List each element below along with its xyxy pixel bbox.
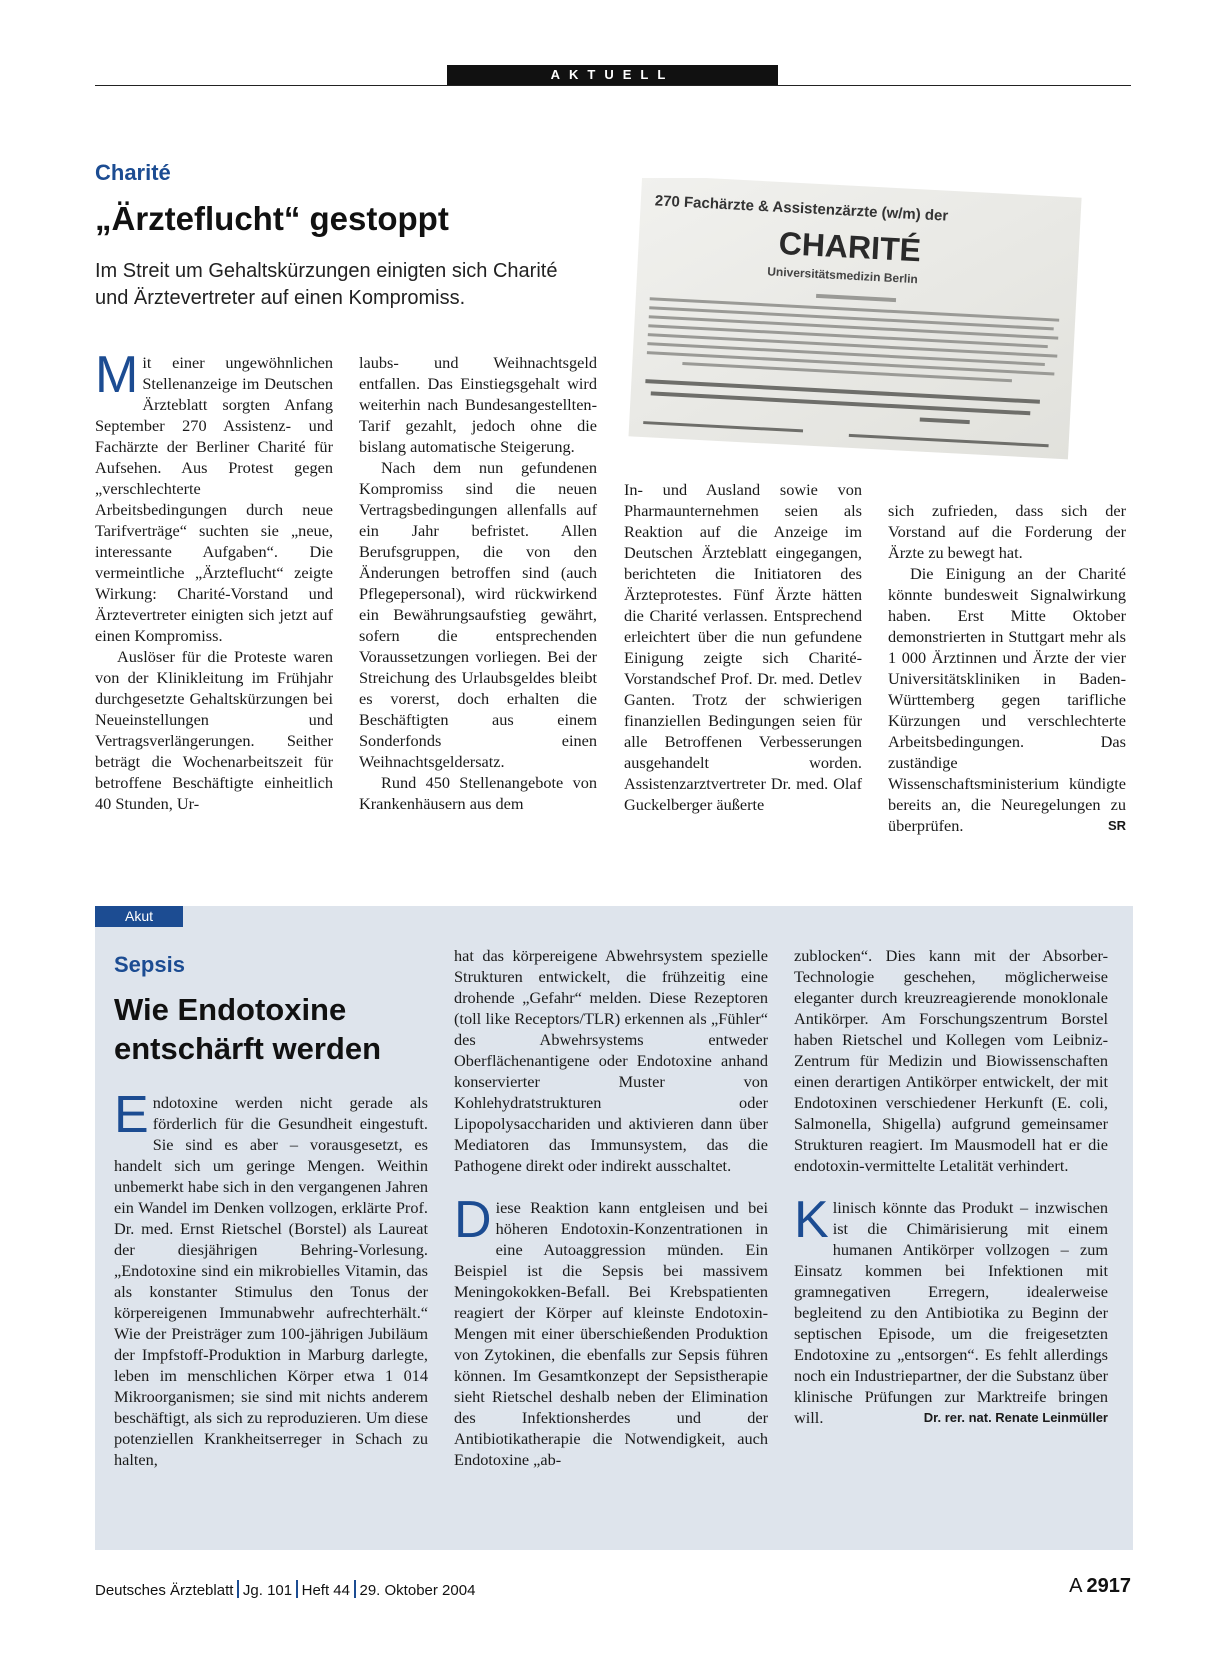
article1-lead: Im Streit um Gehaltskürzungen einigten sich Charité und Ärztevertreter auf einen Kompromiss. bbox=[95, 260, 558, 309]
dropcap: K bbox=[794, 1191, 829, 1249]
article2-kicker: Sepsis bbox=[114, 952, 185, 977]
paragraph: it einer ungewöhnlichen Stellenanzeige im Deutschen Ärzteblatt sorgten Anfang September 270 Assistenz- und Fachärzte der Berliner Charité für Aufsehen. Aus Protest gegen „verschlechterte Arbeitsbedingungen durch neue Tarifverträge“ suchten sie „neue, interessante Aufgaben“. Die vermeintliche „Ärzteflucht“ zeigte Wirkung: Charité-Vorstand und Ärztevertreter einigten sich jetzt auf einen Kompromiss. bbox=[95, 353, 333, 645]
paragraph: In- und Ausland sowie von Pharmaunternehmen seien als Reaktion auf die Anzeige im Deutschen Ärzteblatt eingegangen, berichteten die Initiatoren des Ärzteprotestes. Fünf Ärzte hätten die Charité verlassen. Entsprechend erleichtert über die nun gefundene Einigung zeigte sich Charité-Vorstandschef Prof. Dr. med. Detlev Ganten. Trotz der schwierigen finanziellen Bedingungen seien für alle Betroffenen Verbesserungen ausgehandelt worden. Assistenzarztvertreter Dr. med. Olaf Guckelberger äußerte bbox=[624, 480, 862, 814]
article1-kicker: Charité bbox=[95, 160, 171, 185]
advertisement-photo bbox=[625, 178, 1085, 463]
section-label: AKTUELL bbox=[447, 65, 778, 85]
footer-citation bbox=[95, 1580, 475, 1599]
page-number-value: 2917 bbox=[1086, 1575, 1131, 1597]
ad-line-3: Universitätsmedizin Berlin bbox=[766, 264, 919, 287]
issue: Heft 44 bbox=[301, 1582, 350, 1599]
paragraph: linisch könnte das Produkt – inzwischen ist die Chimärisierung mit einem humanen Antikörper vollzogen – zum Einsatz kommen bei Infektionen mit gramnegativen Erregern, idealerweise begleitend zu den Antibiotika zu Beginn der septischen Episode, um die freigesetzten Endotoxine zu „entsorgen“. Es fehlt allerdings noch ein Industriepartner, der die Substanz über klinische Prüfungen zur Marktreife bringen will. bbox=[794, 1198, 1108, 1427]
page-prefix: A bbox=[1069, 1575, 1083, 1597]
article2-column-1 bbox=[114, 1086, 428, 1470]
ad-line-2: CHARITÉ bbox=[777, 224, 922, 269]
article1-column-1 bbox=[95, 346, 333, 814]
paragraph: ndotoxine werden nicht gerade als förderlich für die Gesundheit eingestuft. Sie sind es aber – vorausgesetzt, es handelt sich um geringe Mengen. Weithin unbemerkt habe sich in den vergangenen Jahren ein Wandel im Denken vollzogen, erklärte Prof. Dr. med. Ernst Rietschel (Borstel) als Laureat der diesjährigen Behring-Vorlesung. „Endotoxine sind ein mikrobielles Vitamin, das als konstanter Stimulus den Tonus der körpereigenen Immunabwehr aufrechterhält.“ Wie der Preisträger zum 100-jährigen Jubiläum der Impfstoff-Produktion in Marburg darlegte, leben im menschlichen Körper etwa 1 014 Mikroorganismen; sie sind mit nichts anderem beschäftigt, als sich zu reproduzieren. Um diese potenziellen Krankheitserreger in Schach zu halten, bbox=[114, 1093, 428, 1469]
dropcap: E bbox=[114, 1086, 149, 1144]
paragraph: zublocken“. Dies kann mit der Absorber-Technologie geschehen, möglicherweise eleganter durch kreuzreagierende monoklonale Antikörper. Am Forschungszentrum Borstel haben Rietschel und Kollegen vom Leibniz-Zentrum für Medizin und Biowissenschaften einen derartigen Antikörper entwickelt, der mit Endotoxinen verschiedener Herkunft (E. coli, Salmonella, Shigella) aufgrund gemeinsamer Strukturen reagiert. Im Mausmodell hat er die endotoxin-vermittelte Letalität verhindert. bbox=[794, 946, 1108, 1175]
article1-column-2 bbox=[359, 352, 597, 814]
paragraph: sich zufrieden, dass sich der Vorstand auf die Forderung der Ärzte zu bewegt hat. bbox=[888, 501, 1126, 562]
paragraph: Nach dem nun gefundenen Kompromiss sind die neuen Vertragsbedingungen allenfalls auf ein Jahr befristet. Allen Berufsgruppen, die von den Änderungen betroffen sind (auch Pflegepersonal), wird rückwirkend ein Bewährungsaufstieg gewährt, sofern die entsprechenden Voraussetzungen vorliegen. Bei der Streichung des Urlaubsgeldes bleibt es vorerst, doch erhalten die Beschäftigten aus einem Sonderfonds einen Weihnachtsgeldersatz. bbox=[359, 458, 597, 771]
article1-column-4 bbox=[888, 500, 1126, 836]
box-category-label: Akut bbox=[95, 906, 183, 927]
author-name: Dr. rer. nat. Renate Leinmüller bbox=[923, 1410, 1108, 1425]
header-rule bbox=[95, 85, 1131, 86]
headline-line: Wie Endotoxine bbox=[114, 992, 347, 1027]
paragraph: laubs- und Weihnachtsgeld entfallen. Das Einstiegsgehalt wird weiterhin nach Bundesangestellten-Tarif gezahlt, jedoch ohne die bislang automatische Steigerung. bbox=[359, 353, 597, 456]
article2-column-2 bbox=[454, 945, 768, 1470]
page-number bbox=[1069, 1575, 1131, 1598]
journal-name: Deutsches Ärzteblatt bbox=[95, 1582, 234, 1599]
author-initials: SR bbox=[1107, 818, 1126, 833]
dropcap: M bbox=[95, 346, 139, 404]
paragraph: Rund 450 Stellenangebote von Krankenhäusern aus dem bbox=[359, 773, 597, 813]
advertisement-image bbox=[625, 178, 1085, 463]
paragraph: hat das körpereigene Abwehrsystem spezielle Strukturen entwickelt, die frühzeitig eine drohende „Gefahr“ melden. Diese Rezeptoren (toll like Receptors/TLR) erkennen als „Fühler“ des Abwehrsystems entweder Oberflächenantigene oder Endotoxine anhand konservierter Muster von Kohlehydratstrukturen oder Lipopolysacchariden und aktivieren dann über Mediatoren das Immunsystem, das die Pathogene direkt oder indirekt ausschaltet. bbox=[454, 946, 768, 1175]
article2-column-3 bbox=[794, 945, 1108, 1428]
dropcap: D bbox=[454, 1191, 492, 1249]
article1-headline: „Ärzteflucht“ gestoppt bbox=[95, 200, 449, 237]
article2-headline bbox=[114, 990, 381, 1068]
date: 29. Oktober 2004 bbox=[359, 1582, 476, 1599]
paragraph: Die Einigung an der Charité könnte bundesweit Signalwirkung haben. Erst Mitte Oktober demonstrierten in Stuttgart mehr als 1 000 Ärztinnen und Ärzte der vier Universitätskliniken in Baden-Württemberg gegen tarifliche Kürzungen und verschlechterte Arbeitsbedingungen. Das zuständige Wissenschaftsministerium kündigte bereits an, die Neuregelungen zu überprüfen. bbox=[888, 564, 1126, 835]
article1-column-3 bbox=[624, 479, 862, 815]
volume: Jg. 101 bbox=[242, 1582, 293, 1599]
paragraph: iese Reaktion kann entgleisen und bei höheren Endotoxin-Konzentrationen in eine Autoaggression münden. Ein Beispiel ist die Sepsis bei massivem Meningokokken-Befall. Bei Krebspatienten reagiert der Körper auf kleinste Endotoxin-Mengen mit einer überschießenden Produktion von Zytokinen, die ebenfalls zur Sepsis führen können. Im Gesamtkonzept der Sepsistherapie sieht Rietschel deshalb neben der Elimination des Infektionsherdes und der Antibiotikatherapie die Notwendigkeit, auch Endotoxine „ab- bbox=[454, 1198, 768, 1469]
headline-line: entschärft werden bbox=[114, 1031, 382, 1066]
paragraph: Auslöser für die Proteste waren von der Klinikleitung im Frühjahr durchgesetzte Gehaltskürzungen bei Neueinstellungen und Vertragsverlängerungen. Seither beträgt die Wochenarbeitszeit für betroffene Beschäftigte einheitlich 40 Stunden, Ur- bbox=[95, 647, 333, 813]
ad-line-1: 270 Fachärzte & Assistenzärzte (w/m) der bbox=[654, 192, 949, 225]
